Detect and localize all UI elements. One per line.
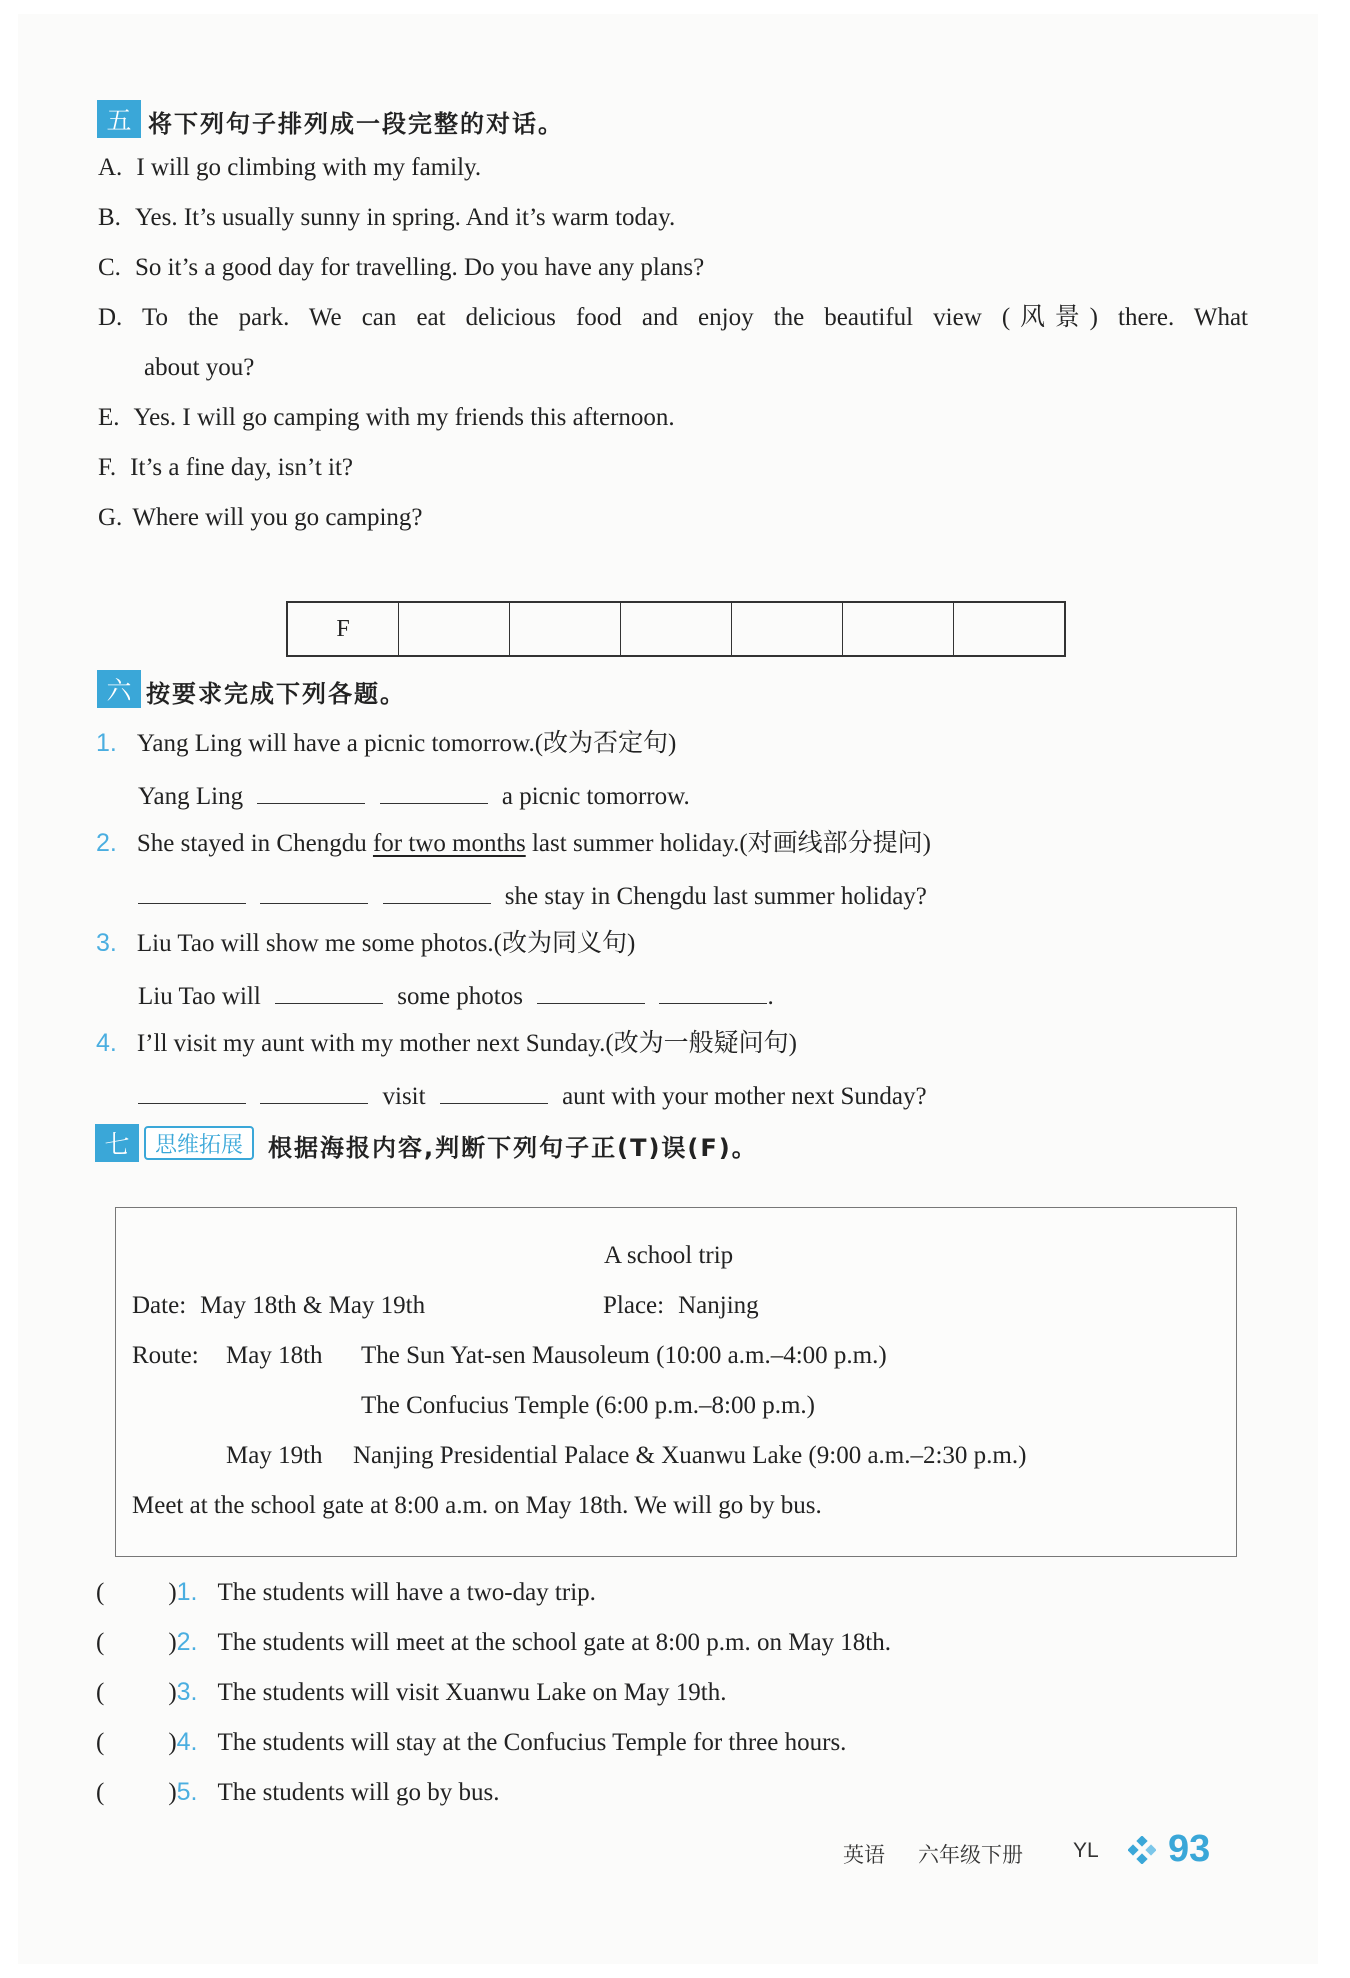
answer-parentheses[interactable]: ( ) — [96, 1579, 177, 1606]
underlined-phrase: for two months — [372, 830, 526, 857]
answer-blank[interactable] — [260, 1081, 368, 1104]
answer-order-box — [286, 601, 1066, 657]
tf-statement-3: ( )3. The students will visit Xuanwu Lake on May 19th. — [96, 1678, 727, 1706]
answer-blank[interactable] — [257, 781, 365, 804]
answer-cell[interactable] — [954, 603, 1064, 655]
answer-parentheses[interactable]: ( ) — [96, 1729, 177, 1756]
answer-parentheses[interactable]: ( ) — [96, 1679, 177, 1706]
answer-parentheses[interactable]: ( ) — [96, 1629, 177, 1656]
answer-blank[interactable] — [383, 881, 491, 904]
answer-blank[interactable] — [138, 1081, 246, 1104]
answer-parentheses[interactable]: ( ) — [96, 1779, 177, 1806]
answer-blank[interactable] — [260, 881, 368, 904]
poster-day1-item2: The Confucius Temple (6:00 p.m.–8:00 p.m.) — [361, 1392, 815, 1419]
section7-badge: 七 — [95, 1124, 139, 1162]
answer-blank[interactable] — [380, 781, 488, 804]
answer-cell[interactable]: F — [288, 603, 399, 655]
poster-route-label: Route: — [132, 1342, 199, 1369]
tf-statement-5: ( )5. The students will go by bus. — [96, 1778, 500, 1806]
footer-subject: 英语 — [843, 1843, 885, 1867]
worksheet-page — [18, 14, 1318, 1964]
footer-grade: 六年级下册 — [918, 1843, 1023, 1867]
answer-blank[interactable] — [659, 981, 767, 1004]
poster-meeting-info: Meet at the school gate at 8:00 a.m. on May 18th. We will go by bus. — [132, 1492, 822, 1519]
answer-cell[interactable] — [510, 603, 621, 655]
option-b: B. Yes. It’s usually sunny in spring. And it’s warm today. — [98, 204, 676, 231]
option-e: E. Yes. I will go camping with my friends this afternoon. — [98, 404, 675, 431]
trip-poster — [115, 1207, 1237, 1557]
answer-cell[interactable] — [399, 603, 510, 655]
section5-badge: 五 — [97, 100, 141, 138]
question-2: 2. She stayed in Chengdu for two months last summer holiday.(对画线部分提问) — [96, 829, 932, 857]
section6-title: 按要求完成下列各题。 — [146, 680, 406, 708]
question-3-answer: Liu Tao will some photos . — [138, 983, 774, 1010]
question-4: 4. I’ll visit my aunt with my mother next Sunday.(改为一般疑问句) — [96, 1029, 797, 1057]
option-d-continuation: about you? — [144, 354, 255, 381]
tf-statement-2: ( )2. The students will meet at the school gate at 8:00 p.m. on May 18th. — [96, 1628, 892, 1656]
question-1-answer: Yang Ling a picnic tomorrow. — [138, 783, 690, 810]
diamond-icon — [1128, 1836, 1156, 1868]
tf-statement-4: ( )4. The students will stay at the Confucius Temple for three hours. — [96, 1728, 847, 1756]
poster-day2-item1: Nanjing Presidential Palace & Xuanwu Lake (9:00 a.m.–2:30 p.m.) — [353, 1442, 1027, 1469]
page-number: 93 — [1168, 1828, 1211, 1870]
answer-blank[interactable] — [138, 881, 246, 904]
answer-blank[interactable] — [275, 981, 383, 1004]
poster-day1-item1: The Sun Yat-sen Mausoleum (10:00 a.m.–4:00 p.m.) — [361, 1342, 887, 1369]
option-g: G. Where will you go camping? — [98, 504, 423, 531]
question-4-answer: visit aunt with your mother next Sunday? — [138, 1081, 927, 1109]
section6-badge: 六 — [97, 670, 141, 708]
question-1: 1. Yang Ling will have a picnic tomorrow.(改为否定句) — [96, 729, 677, 757]
answer-blank[interactable] — [440, 1081, 548, 1104]
option-d: D. To the park. We can eat delicious food and enjoy the beautiful view (风景) there. What — [98, 304, 1248, 331]
thinking-extension-tag: 思维拓展 — [144, 1126, 254, 1160]
answer-cell[interactable] — [732, 603, 843, 655]
option-c: C. So it’s a good day for travelling. Do you have any plans? — [98, 254, 705, 281]
poster-day1: May 18th — [226, 1342, 323, 1369]
answer-blank[interactable] — [537, 981, 645, 1004]
poster-title: A school trip — [604, 1242, 734, 1269]
tf-statement-1: ( )1. The students will have a two-day trip. — [96, 1578, 596, 1606]
option-f: F. It’s a fine day, isn’t it? — [98, 454, 354, 481]
option-a: A. I will go climbing with my family. — [98, 154, 482, 181]
question-3: 3. Liu Tao will show me some photos.(改为同义句) — [96, 929, 636, 957]
answer-cell[interactable] — [621, 603, 732, 655]
answer-cell[interactable] — [843, 603, 954, 655]
poster-date: Date: May 18th & May 19th — [132, 1292, 426, 1319]
question-2-answer: she stay in Chengdu last summer holiday? — [138, 881, 927, 909]
section5-title: 将下列句子排列成一段完整的对话。 — [148, 110, 564, 138]
poster-place: Place: Nanjing — [603, 1292, 759, 1319]
footer-edition: YL — [1073, 1839, 1099, 1862]
section7-title: 根据海报内容,判断下列句子正(T)误(F)。 — [268, 1134, 758, 1162]
poster-day2: May 19th — [226, 1442, 323, 1469]
